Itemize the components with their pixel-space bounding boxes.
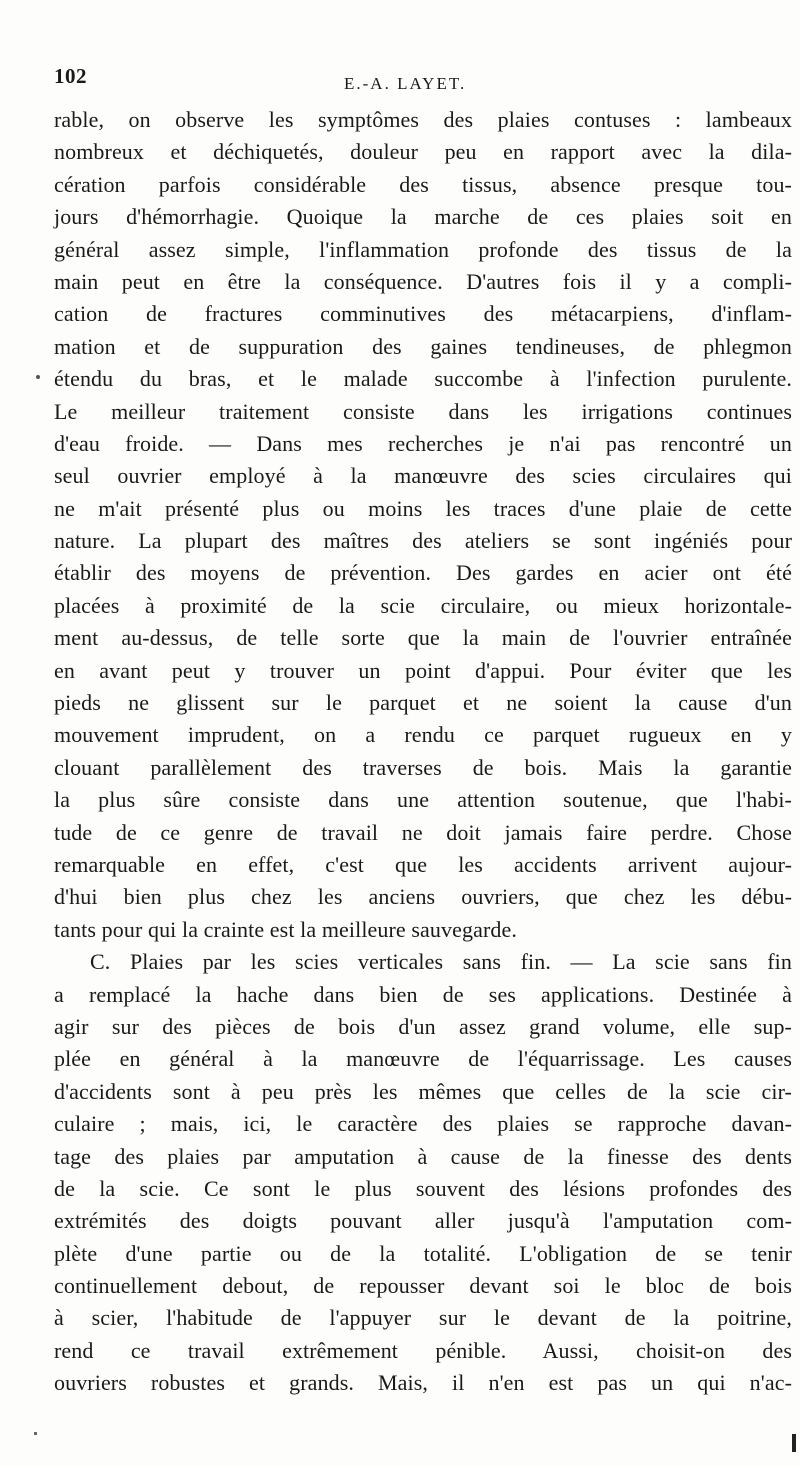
section-heading-line: C. Plaies par les scies verticales sans fin. — La scie sans fin [90,949,792,975]
text-line: tants pour qui la crainte est la meilleure sauvegarde. [54,916,517,942]
text-line: d'eau froide. — Dans mes recherches je n'ai pas rencontré un [54,430,792,456]
text-line: mouvement imprudent, on a rendu ce parquet rugueux en y [54,722,792,748]
text-line: ne m'ait présenté plus ou moins les traces d'une plaie de cette [54,495,792,521]
running-head: E.-A. LAYET. [344,74,467,93]
scan-speck [34,1432,37,1435]
scan-edge-mark [792,1434,796,1452]
text-line: ouvriers robustes et grands. Mais, il n'en est pas un qui n'ac- [54,1370,792,1396]
text-line: établir des moyens de prévention. Des gardes en acier ont été [54,560,792,586]
text-line: jours d'hémorrhagie. Quoique la marche de ces plaies soit en [54,204,792,230]
text-line: mation et de suppuration des gaines tendineuses, de phlegmon [54,333,792,359]
page-number: 102 [54,64,87,88]
text-line: étendu du bras, et le malade succombe à l'infection purulente. [54,366,792,392]
page-header [54,64,794,94]
text-line: a remplacé la hache dans bien de ses applications. Destinée à [54,981,792,1007]
text-line: agir sur des pièces de bois d'un assez grand volume, elle sup- [54,1013,792,1039]
text-line: à scier, l'habitude de l'appuyer sur le devant de la poitrine, [54,1305,792,1331]
text-line: général assez simple, l'inflammation profonde des tissus de la [54,236,792,262]
text-line: rend ce travail extrêmement pénible. Aussi, choisit-on des [54,1337,792,1363]
text-line: continuellement debout, de repousser devant soi le bloc de bois [54,1273,792,1299]
text-line: Le meilleur traitement consiste dans les irrigations continues [54,398,792,424]
text-line: d'hui bien plus chez les anciens ouvriers, que chez les débu- [54,884,792,910]
text-line: tage des plaies par amputation à cause de la finesse des dents [54,1143,792,1169]
text-line: ment au-dessus, de telle sorte que la main de l'ouvrier entraînée [54,625,792,651]
margin-mark [36,375,40,379]
text-line: culaire ; mais, ici, le caractère des plaies se rapproche davan- [54,1111,792,1137]
text-line: nature. La plupart des maîtres des ateliers se sont ingéniés pour [54,528,792,554]
text-line: en avant peut y trouver un point d'appui. Pour éviter que les [54,657,792,683]
text-line: placées à proximité de la scie circulaire, ou mieux horizontale- [54,592,792,618]
text-line: plète d'une partie ou de la totalité. L'obligation de se tenir [54,1240,792,1266]
text-line: pieds ne glissent sur le parquet et ne soient la cause d'un [54,690,792,716]
text-line: clouant parallèlement des traverses de bois. Mais la garantie [54,754,792,780]
text-line: tude de ce genre de travail ne doit jamais faire perdre. Chose [54,819,792,845]
text-line: la plus sûre consiste dans une attention soutenue, que l'habi- [54,787,792,813]
text-line: de la scie. Ce sont le plus souvent des lésions profondes des [54,1175,792,1201]
text-line: nombreux et déchiquetés, douleur peu en rapport avec la dila- [54,139,792,165]
text-line: main peut en être la conséquence. D'autres fois il y a compli- [54,268,792,294]
text-line: cération parfois considérable des tissus, absence presque tou- [54,171,792,197]
body-text [54,104,792,1400]
text-line: cation de fractures comminutives des métacarpiens, d'inflam- [54,301,792,327]
text-line: seul ouvrier employé à la manœuvre des scies circulaires qui [54,463,792,489]
text-line: remarquable en effet, c'est que les accidents arrivent aujour- [54,851,792,877]
text-line: extrémités des doigts pouvant aller jusqu'à l'amputation com- [54,1208,792,1234]
text-line: plée en général à la manœuvre de l'équarrissage. Les causes [54,1046,792,1072]
text-line: d'accidents sont à peu près les mêmes que celles de la scie cir- [54,1078,792,1104]
text-line: rable, on observe les symptômes des plaies contuses : lambeaux [54,107,792,132]
